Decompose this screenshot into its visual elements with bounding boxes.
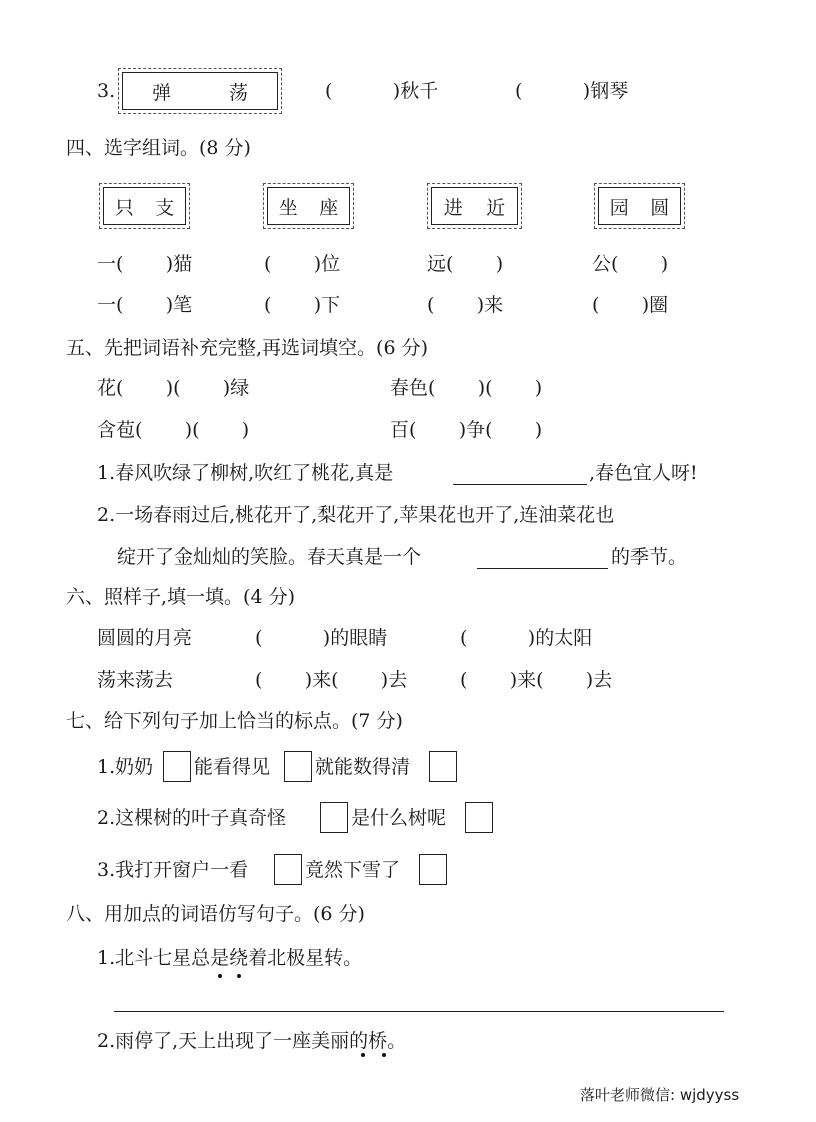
choice-char: 只 xyxy=(114,196,134,219)
punct-box[interactable] xyxy=(163,751,191,782)
choice-char: 圆 xyxy=(650,196,670,219)
s6-example1: 圆圆的月亮 xyxy=(97,627,193,649)
choice-char: 荡 xyxy=(228,81,248,104)
s7-s1-part2: 能看得见 xyxy=(194,756,271,778)
emphasis-dot xyxy=(382,1053,386,1057)
section6-title: 六、照样子,填一填。(4 分) xyxy=(66,586,295,608)
s7-s1-part3: 就能数得清 xyxy=(315,756,411,778)
s6-blank-laiqu1: ( )来( )去 xyxy=(255,669,408,691)
s7-s3-part2: 竟然下雪了 xyxy=(305,859,401,881)
choice-box-jin-jin xyxy=(431,187,518,225)
s7-s3-part1: 3.我打开窗户一看 xyxy=(97,859,249,881)
footer-note: 落叶老师微信: wjdyyss xyxy=(580,1086,740,1104)
choice-char: 弹 xyxy=(151,81,171,104)
punct-box[interactable] xyxy=(274,854,302,885)
section7-title: 七、给下列句子加上恰当的标点。(7 分) xyxy=(66,710,403,732)
s5-sentence1-start: 1.春风吹绿了柳树,吹红了桃花,真是 xyxy=(97,462,394,484)
choice-char: 近 xyxy=(486,196,506,219)
s5-word-hua: 花( )( )绿 xyxy=(97,377,250,399)
choice-char: 座 xyxy=(319,196,339,219)
choice-box-tan-dang xyxy=(122,72,278,110)
s6-blank-laiqu2: ( )来( )去 xyxy=(460,669,613,691)
s4-blank-lai: ( )来 xyxy=(427,294,504,316)
s4-blank-bi: 一( )笔 xyxy=(97,294,193,316)
q3-number: 3. xyxy=(97,80,116,102)
s7-s2-part1: 2.这棵树的叶子真奇怪 xyxy=(97,807,287,829)
choice-char: 园 xyxy=(609,196,629,219)
s4-blank-gong: 公( ) xyxy=(592,253,669,275)
s4-blank-xia: ( )下 xyxy=(264,294,341,316)
s6-blank-yanjing: ( )的眼睛 xyxy=(255,627,388,649)
choice-char: 坐 xyxy=(278,196,298,219)
punct-box[interactable] xyxy=(429,751,457,782)
punct-box[interactable] xyxy=(284,751,312,782)
s5-word-chunse: 春色( )( ) xyxy=(390,377,543,399)
section4-title: 四、选字组词。(8 分) xyxy=(66,137,251,159)
s5-sentence1-end: ,春色宜人呀! xyxy=(589,462,698,484)
s6-blank-taiyang: ( )的太阳 xyxy=(460,627,593,649)
s4-blank-yuan: 远( ) xyxy=(427,253,504,275)
s4-blank-quan: ( )圈 xyxy=(592,294,669,316)
section8-title: 八、用加点的词语仿写句子。(6 分) xyxy=(66,903,365,925)
emphasis-dot xyxy=(361,1053,365,1057)
s4-blank-mao: 一( )猫 xyxy=(97,253,193,275)
s8-sentence2: 2.雨停了,天上出现了一座美丽的桥。 xyxy=(97,1030,407,1052)
s7-s1-part1: 1.奶奶 xyxy=(97,756,154,778)
q3-blank-gangqin: ( )钢琴 xyxy=(515,80,629,102)
choice-char: 进 xyxy=(443,196,463,219)
choice-char: 支 xyxy=(155,196,175,219)
choice-box-zhi-zhi xyxy=(103,187,186,225)
s4-blank-wei: ( )位 xyxy=(264,253,341,275)
choice-box-yuan-yuan xyxy=(598,187,681,225)
q3-blank-qiuqian: ( )秋千 xyxy=(325,80,439,102)
s8-answer-line xyxy=(114,1011,724,1012)
s7-s2-part2: 是什么树呢 xyxy=(351,807,447,829)
s5-sentence2-answer-line xyxy=(477,568,608,569)
punct-box[interactable] xyxy=(465,802,493,833)
s8-sentence1: 1.北斗七星总是绕着北极星转。 xyxy=(97,947,363,969)
section5-title: 五、先把词语补充完整,再选词填空。(6 分) xyxy=(66,337,428,359)
s5-word-bai: 百( )争( ) xyxy=(390,419,543,441)
choice-box-zuo-zuo xyxy=(267,187,350,225)
s5-word-hanbao: 含苞( )( ) xyxy=(97,419,250,441)
s5-sentence1-answer-line xyxy=(453,484,587,485)
s5-sentence2-end: 的季节。 xyxy=(611,546,688,568)
s5-sentence2-line2: 绽开了金灿灿的笑脸。春天真是一个 xyxy=(117,546,422,568)
emphasis-dot xyxy=(237,974,241,978)
punct-box[interactable] xyxy=(320,802,348,833)
punct-box[interactable] xyxy=(419,854,447,885)
s5-sentence2-line1: 2.一场春雨过后,桃花开了,梨花开了,苹果花也开了,连油菜花也 xyxy=(97,504,615,526)
emphasis-dot xyxy=(218,974,222,978)
s6-example2: 荡来荡去 xyxy=(97,669,174,691)
